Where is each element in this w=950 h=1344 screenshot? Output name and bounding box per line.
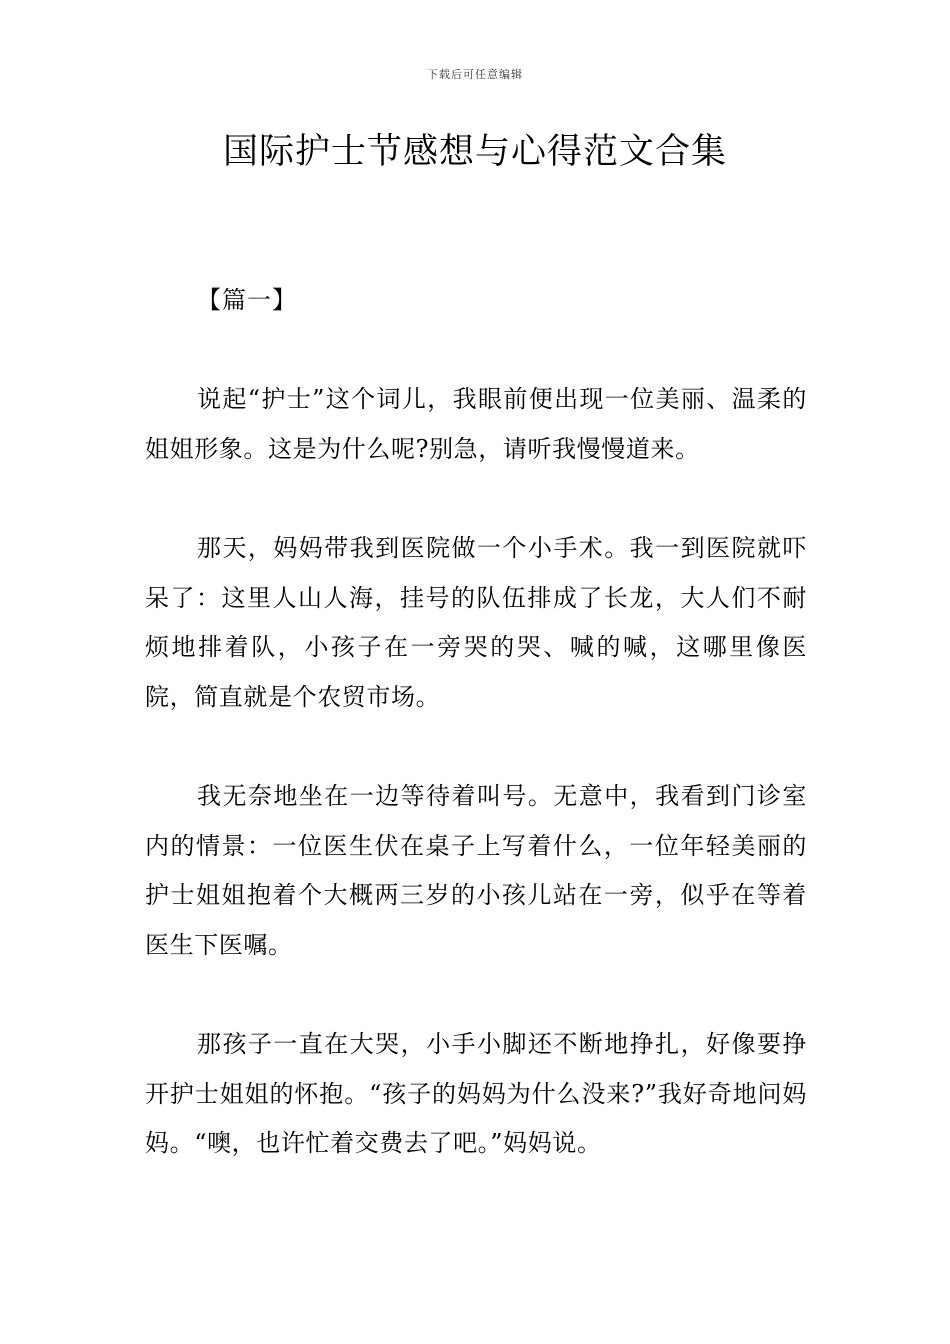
paragraph-1: 说起“护士”这个词儿，我眼前便出现一位美丽、温柔的姐姐形象。这是为什么呢?别急，请听我慢慢道来。 bbox=[145, 385, 807, 463]
body-text bbox=[145, 375, 807, 1219]
header-note: 下载后可任意编辑 bbox=[427, 68, 523, 81]
paragraph-3: 我无奈地坐在一边等待着叫号。无意中，我看到门诊室内的情景：一位医生伏在桌子上写着什么，一位年轻美丽的护士姐姐抱着个大概两三岁的小孩儿站在一旁，似乎在等着医生下医嘱。 bbox=[145, 782, 807, 959]
document-title: 国际护士节感想与心得范文合集 bbox=[222, 132, 727, 172]
section-label: 【篇一】 bbox=[197, 286, 297, 314]
paragraph-2: 那天，妈妈带我到医院做一个小手术。我一到医院就吓呆了：这里人山人海，挂号的队伍排成了长龙，大人们不耐烦地排着队，小孩子在一旁哭的哭、喊的喊，这哪里像医院，简直就是个农贸市场。 bbox=[145, 534, 807, 711]
paragraph-4: 那孩子一直在大哭，小手小脚还不断地挣扎，好像要挣开护士姐姐的怀抱。“孩子的妈妈为什么没来?”我好奇地问妈妈。“噢，也许忙着交费去了吧。”妈妈说。 bbox=[145, 1030, 807, 1157]
